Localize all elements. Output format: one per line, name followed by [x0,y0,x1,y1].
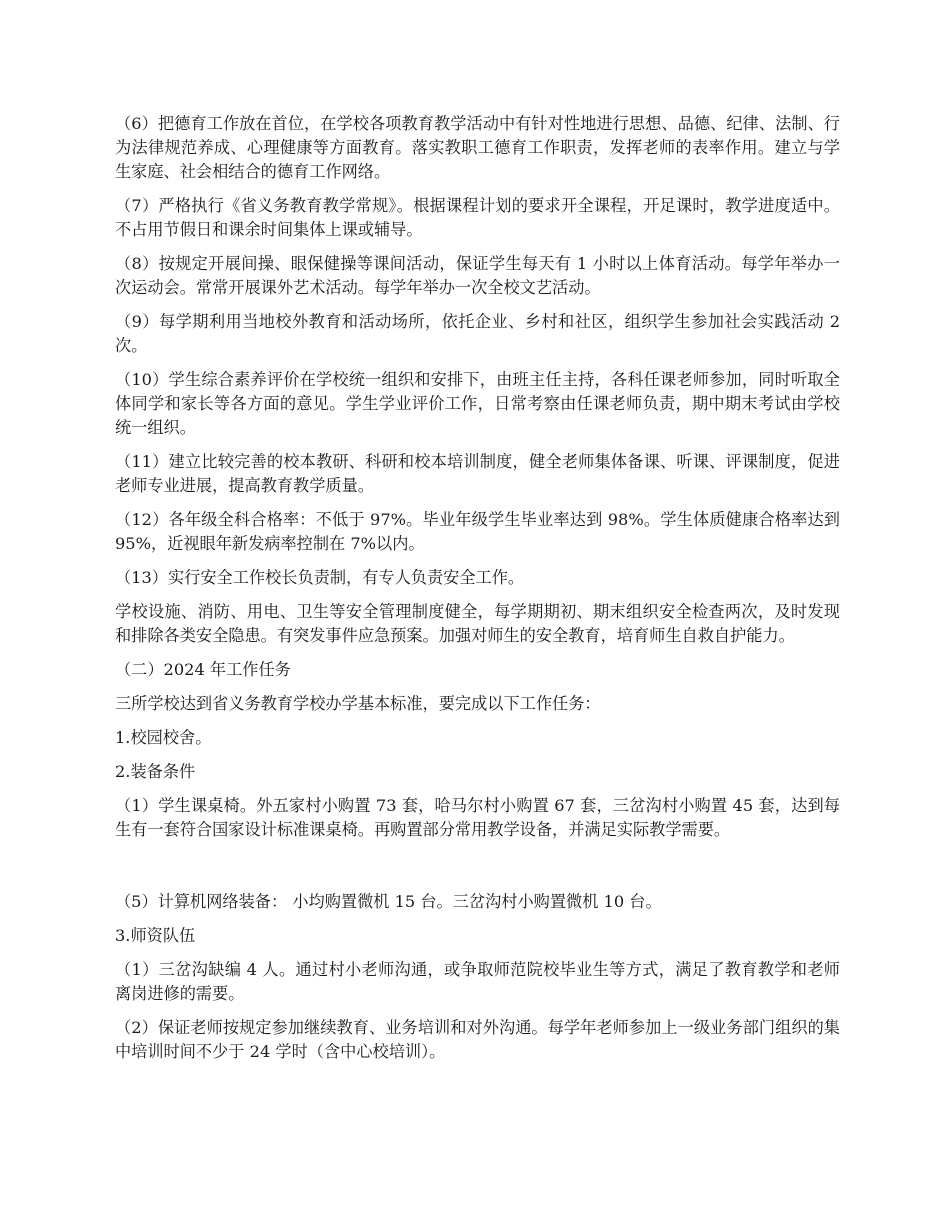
item-campus-buildings: 1.校园校舍。 [115,728,212,747]
paragraph-teaching-routine: （7）严格执行《省义务教育教学常规》。根据课程计划的要求开全课程，开足课时，教学进度适中。不占用节假日和课余时间集体上课或辅导。 [115,196,840,239]
paragraph-safety-responsibility: （13）实行安全工作校长负责制，有专人负责安全工作。 [115,568,525,587]
item-teaching-staff: 3.师资队伍 [115,926,196,945]
paragraph-student-evaluation: （10）学生综合素养评价在学校统一组织和安排下，由班主任主持，各科任课老师参加，同时听取全体同学和家长等各方面的意见。学生学业评价工作，日常考察由任课老师负责，期中期末考试由学校统一组织。 [115,370,840,437]
item-equipment-conditions: 2.装备条件 [115,762,196,781]
section-heading-2024-tasks: （二）2024 年工作任务 [115,660,291,679]
paragraph-teaching-research: （11）建立比较完善的校本教研、科研和校本培训制度，健全老师集体备课、听课、评课制度，促进老师专业进展，提高教育教学质量。 [115,452,840,495]
paragraph-desks-chairs: （1）学生课桌椅。外五家村小购置 73 套，哈马尔村小购置 67 套，三岔沟村小购置 45 套，达到每生有一套符合国家设计标准课桌椅。再购置部分常用教学设备，并满足实际教学需要。 [115,796,840,839]
paragraph-moral-education: （6）把德育工作放在首位，在学校各项教育教学活动中有针对性地进行思想、品德、纪律、法制、行为法律规范养成、心理健康等方面教育。落实教职工德育工作职责，发挥老师的表率作用。建立与学生家庭、社会相结合的德育工作网络。 [115,114,840,181]
paragraph-computer-network: （5）计算机网络装备： 小均购置微机 15 台。三岔沟村小购置微机 10 台。 [115,892,662,911]
paragraph-physical-activity: （8）按规定开展间操、眼保健操等课间活动，保证学生每天有 1 小时以上体育活动。每学年举办一次运动会。常常开展课外艺术活动。每学年举办一次全校文艺活动。 [115,254,840,297]
blank-gap [115,852,840,890]
paragraph-task-intro: 三所学校达到省义务教育学校办学基本标准，要完成以下工作任务： [115,694,601,713]
paragraph-social-practice: （9）每学期利用当地校外教育和活动场所，依托企业、乡村和社区，组织学生参加社会实践活动 2 次。 [115,312,840,355]
document-page [115,112,840,1074]
paragraph-safety-management: 学校设施、消防、用电、卫生等安全管理制度健全，每学期期初、期末组织安全检查两次，及时发现和排除各类安全隐患。有突发事件应急预案。加强对师生的安全教育，培育师生自救自护能力。 [115,602,840,645]
paragraph-teacher-training: （2）保证老师按规定参加继续教育、业务培训和对外沟通。每学年老师参加上一级业务部门组织的集中培训时间不少于 24 学时（含中心校培训）。 [115,1018,840,1061]
paragraph-staff-shortage: （1）三岔沟缺编 4 人。通过村小老师沟通，或争取师范院校毕业生等方式，满足了教育教学和老师离岗进修的需要。 [115,960,840,1003]
paragraph-pass-rates: （12）各年级全科合格率：不低于 97%。毕业年级学生毕业率达到 98%。学生体质健康合格率达到 95%，近视眼年新发病率控制在 7%以内。 [115,510,840,553]
